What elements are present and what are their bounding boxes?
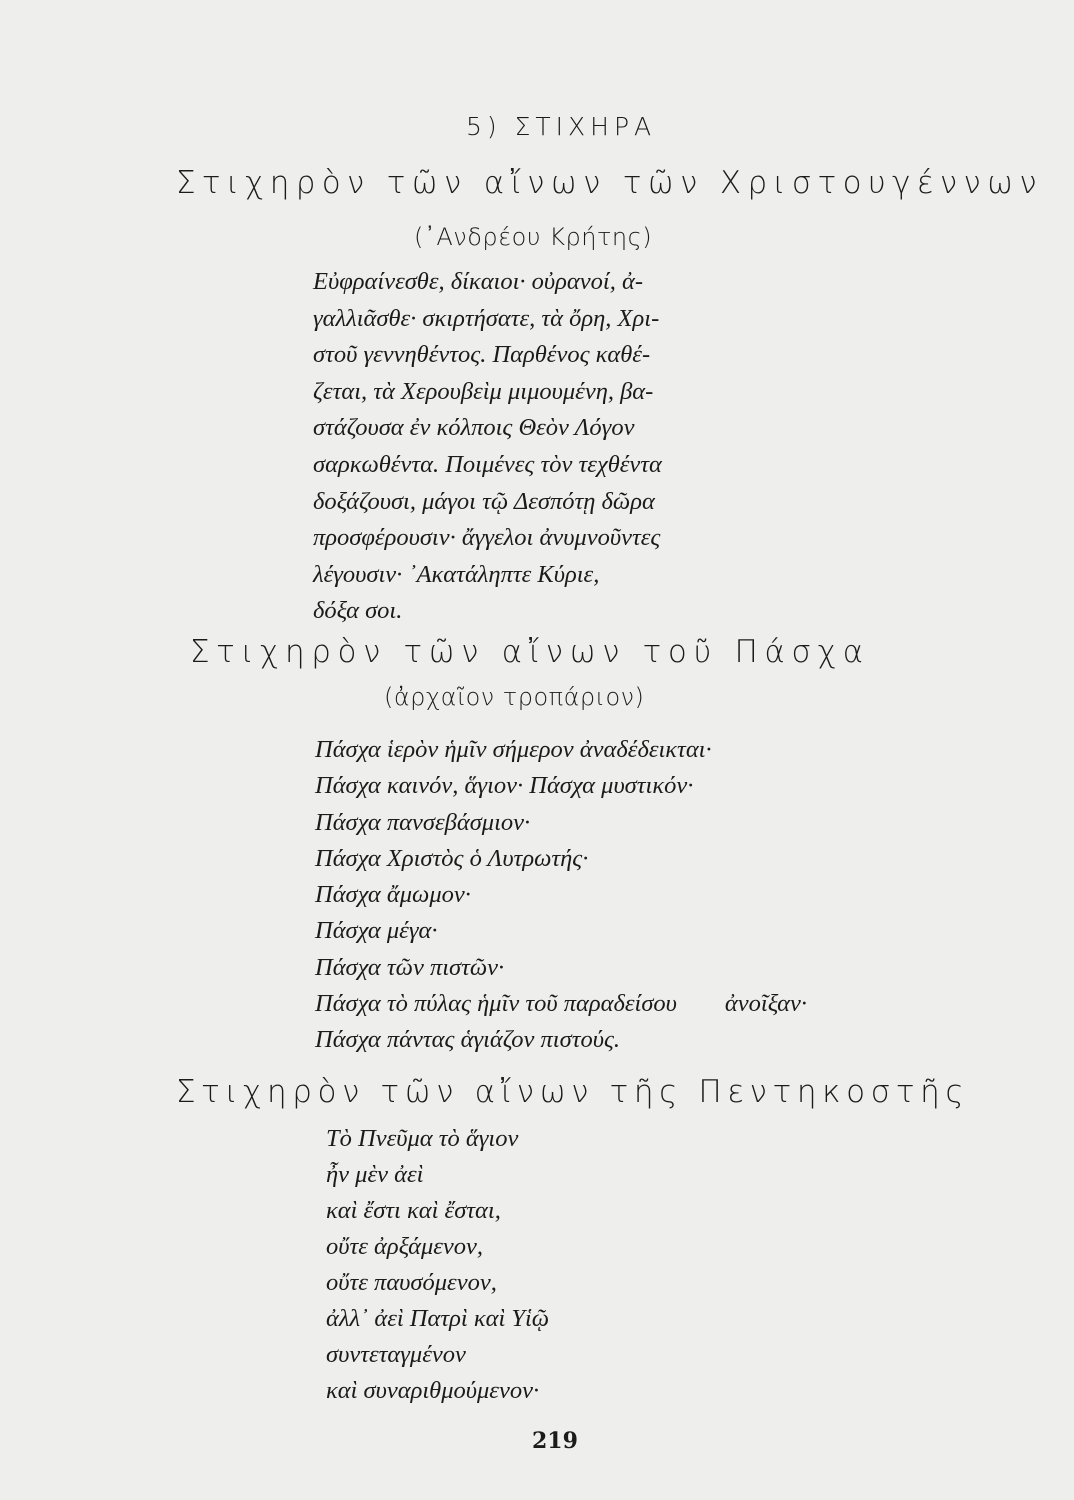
poem-line: ἀλλ᾿ ἀεὶ Πατρὶ καὶ Υἱῷ — [326, 1305, 550, 1332]
poem-line: Πάσχα καινόν, ἅγιον· Πάσχα μυστικόν· — [315, 772, 694, 800]
poem-line: οὔτε ἀρξάμενον, — [326, 1233, 484, 1260]
poem-line: Πάσχα τῶν πιστῶν· — [315, 953, 505, 981]
hymn-title-pentecost: Στιχηρὸν τῶν αἴνων τῆς Πεντηκοστῆς — [176, 1074, 970, 1110]
poem-line: Τὸ Πνεῦμα τὸ ἅγιον — [326, 1125, 519, 1152]
poem-line: συντεταγμένον — [326, 1341, 466, 1368]
hymn-text-christmas — [313, 264, 662, 630]
hymn-text-easter — [315, 732, 807, 1059]
poem-line-tail: ἀνοῖξαν· — [724, 990, 808, 1018]
poem-line: στοῦ γεννηθέντος. Παρθένος καθέ- — [313, 341, 651, 369]
hymn-title-easter: Στιχηρὸν τῶν αἴνων τοῦ Πάσχα — [190, 634, 870, 670]
poem-line: δοξάζουσι, μάγοι τῷ Δεσπότῃ δῶρα — [313, 487, 655, 515]
poem-line-with-tail — [315, 986, 807, 1022]
poem-line: σαρκωθέντα. Ποιμένες τὸν τεχθέντα — [313, 450, 662, 478]
page-number: 219 — [532, 1428, 578, 1454]
hymn-subtitle-christmas: (᾿Ανδρέου Κρήτης) — [414, 223, 653, 251]
hymn-text-pentecost — [326, 1121, 549, 1409]
poem-line: γαλλιᾶσθε· σκιρτήσατε, τὰ ὄρη, Χρι- — [313, 304, 660, 332]
poem-line: προσφέρουσιν· ἄγγελοι ἀνυμνοῦντες — [313, 524, 661, 552]
poem-line: στάζουσα ἐν κόλποις Θεὸν Λόγον — [313, 414, 635, 442]
poem-line: ἦν μὲν ἀεὶ — [326, 1161, 424, 1188]
section-title: 5) ΣΤΙΧΗΡΑ — [466, 112, 657, 141]
hymn-subtitle-easter: (ἀρχαῖον τροπάριον) — [384, 683, 645, 711]
poem-line: Πάσχα ἱερὸν ἡμῖν σήμερον ἀναδέδεικται· — [315, 736, 712, 763]
poem-line: ζεται, τὰ Χερουβεὶμ μιμουμένη, βα- — [313, 377, 654, 405]
poem-line-head: Πάσχα τὸ πύλας ἡμῖν τοῦ παραδείσου — [315, 990, 677, 1018]
poem-line: οὔτε παυσόμενον, — [326, 1269, 497, 1296]
poem-line: Πάσχα Χριστὸς ὁ Λυτρωτής· — [315, 844, 589, 872]
poem-line: Πάσχα μέγα· — [315, 917, 438, 945]
poem-line: Πάσχα πάντας ἁγιάζον πιστούς. — [315, 1026, 621, 1054]
poem-line: δόξα σοι. — [313, 597, 403, 625]
poem-line: καὶ ἔστι καὶ ἔσται, — [326, 1197, 501, 1224]
poem-line: Πάσχα ἄμωμον· — [315, 881, 471, 909]
hymn-title-christmas: Στιχηρὸν τῶν αἴνων τῶν Χριστουγέννων — [176, 165, 1043, 201]
poem-line: Εὐφραίνεσθε, δίκαιοι· οὐρανοί, ἀ- — [313, 268, 643, 295]
poem-line: λέγουσιν· ᾿Ακατάληπτε Κύριε, — [313, 560, 600, 588]
poem-line: καὶ συναριθμούμενον· — [326, 1377, 540, 1404]
poem-line: Πάσχα πανσεβάσμιον· — [315, 808, 531, 836]
